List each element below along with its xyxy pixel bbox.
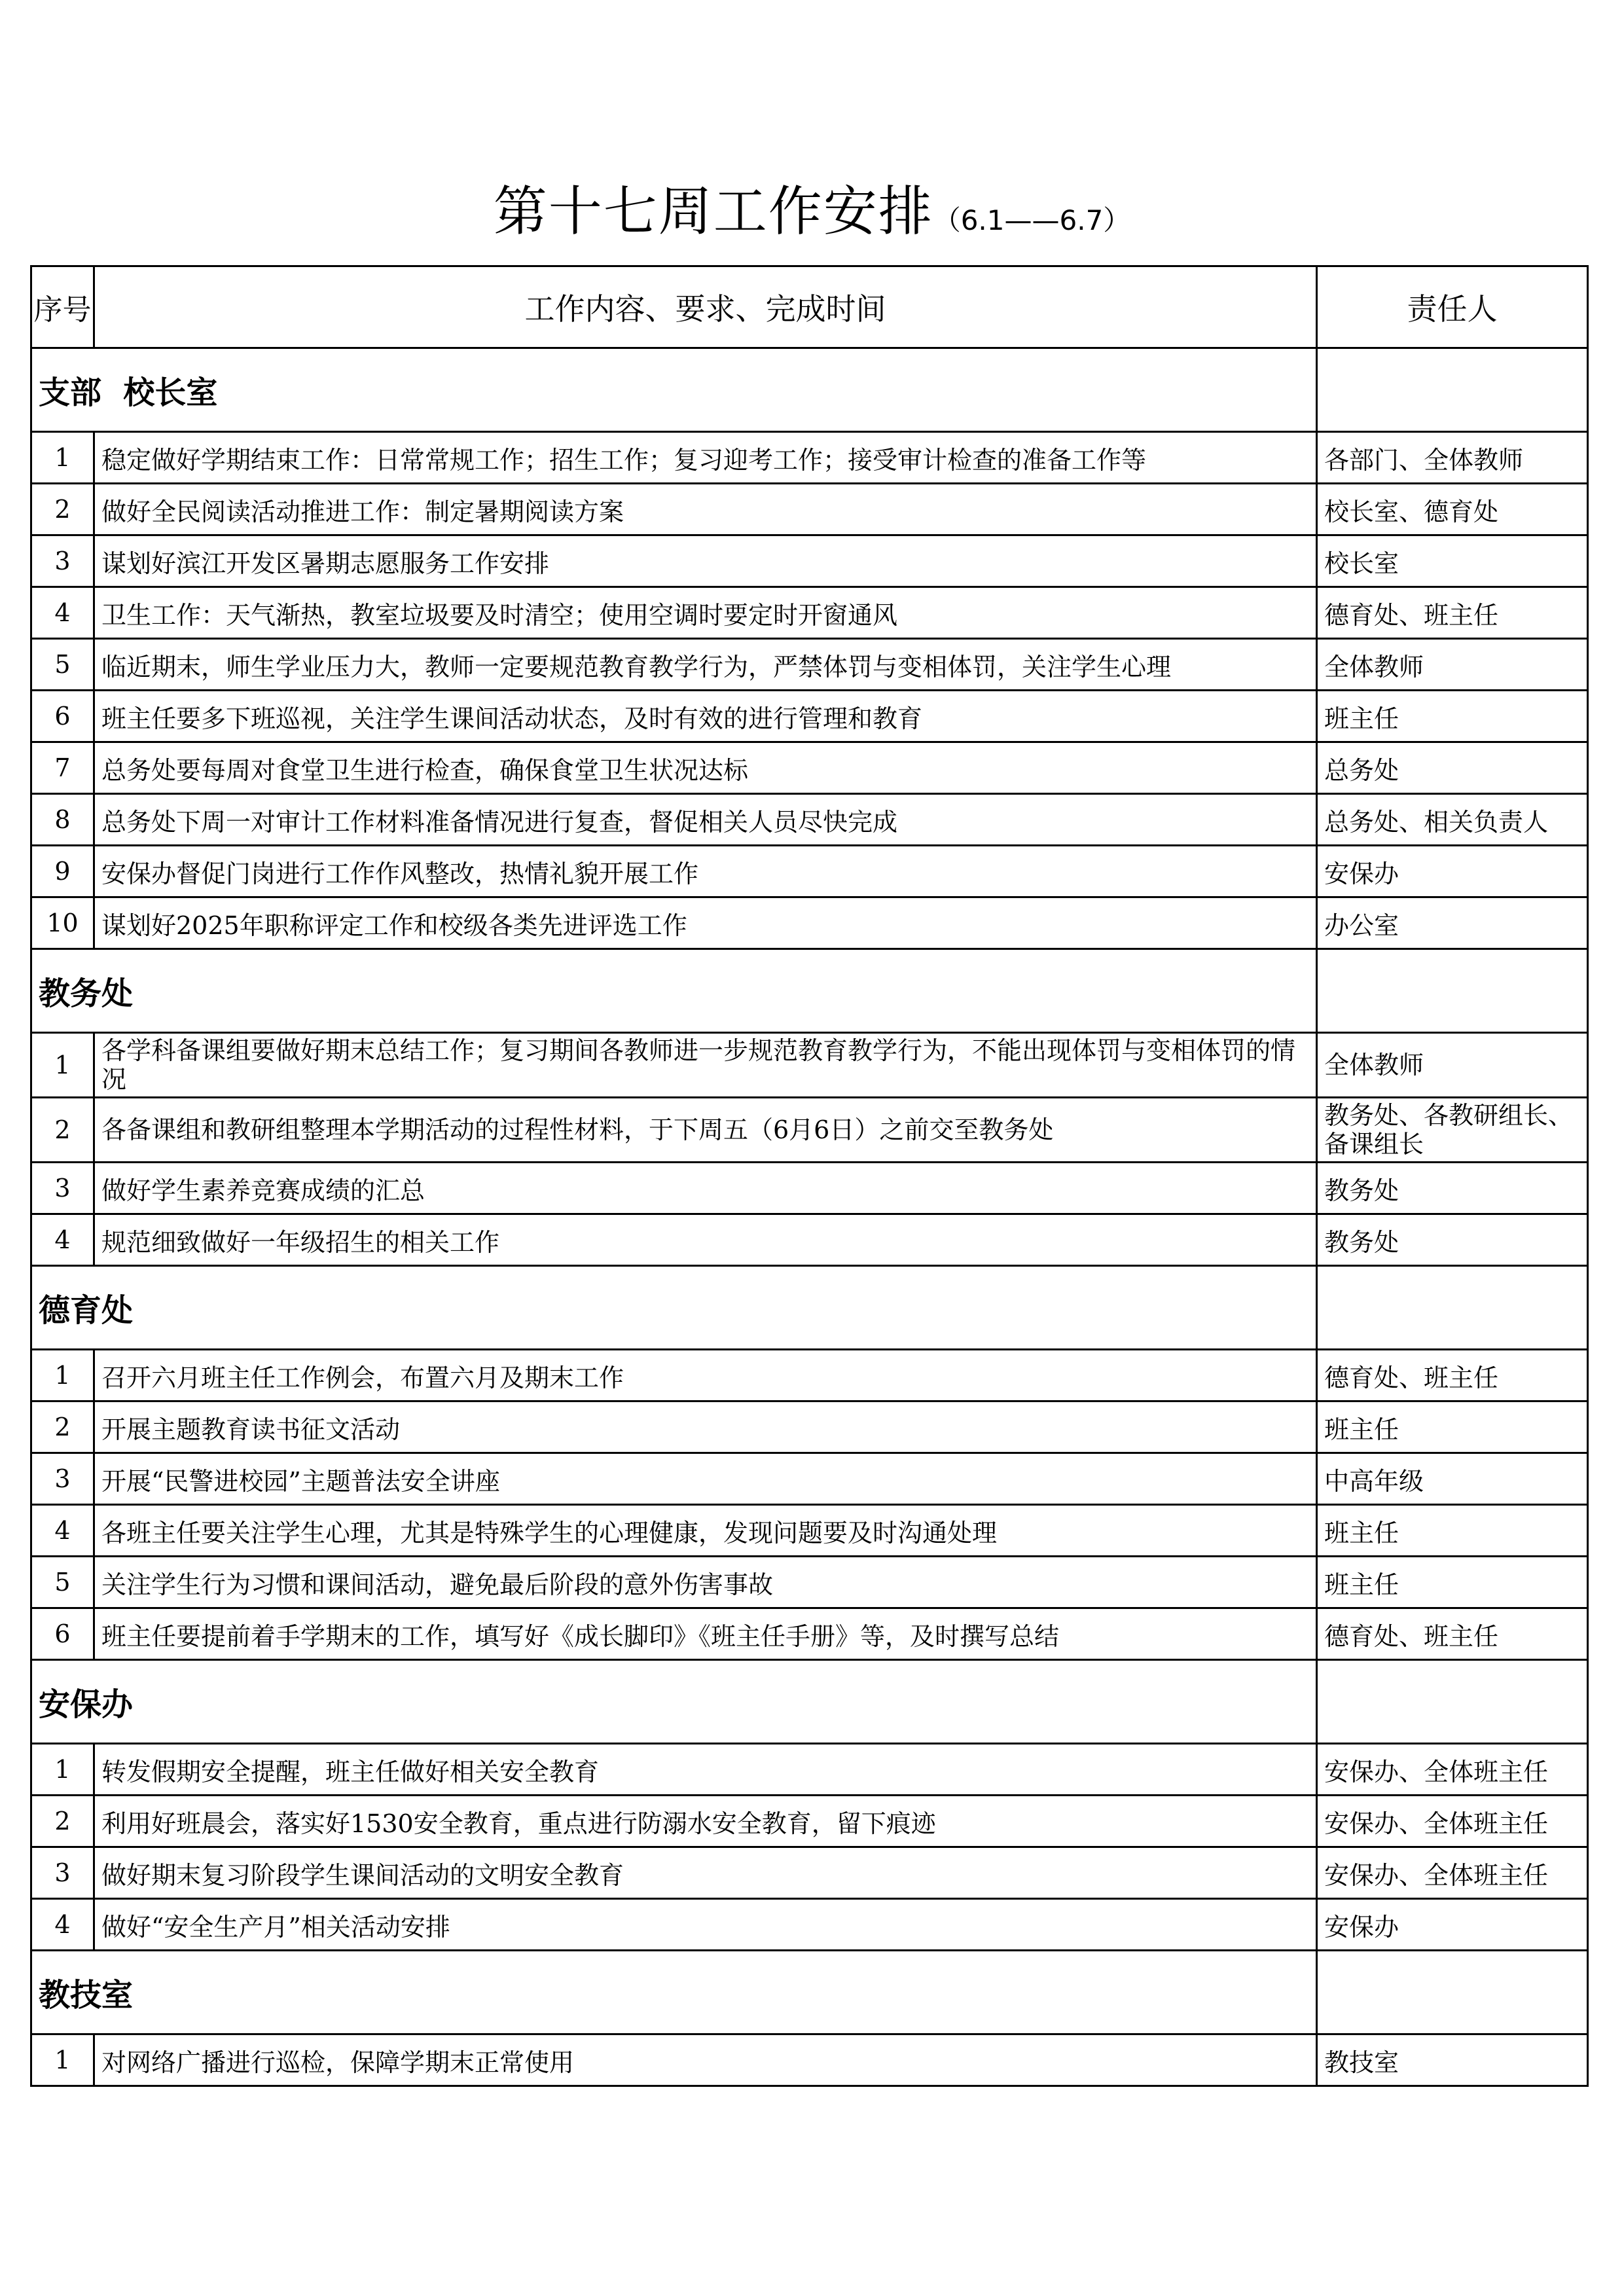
table-row bbox=[31, 1033, 1588, 1098]
row-number: 4 bbox=[31, 1899, 94, 1951]
row-number: 8 bbox=[31, 794, 94, 846]
table-header-row bbox=[31, 266, 1588, 348]
owner-cell: 中高年级 bbox=[1317, 1453, 1588, 1505]
row-number: 4 bbox=[31, 1214, 94, 1266]
row-number: 3 bbox=[31, 535, 94, 587]
section-owner-cell bbox=[1317, 1951, 1588, 2034]
row-number: 6 bbox=[31, 691, 94, 742]
owner-cell: 总务处 bbox=[1317, 742, 1588, 794]
row-number: 3 bbox=[31, 1163, 94, 1214]
table-row bbox=[31, 2034, 1588, 2086]
table-row bbox=[31, 1401, 1588, 1453]
task-cell: 谋划好滨江开发区暑期志愿服务工作安排 bbox=[94, 535, 1317, 587]
row-number: 2 bbox=[31, 1796, 94, 1847]
table-row bbox=[31, 794, 1588, 846]
section-owner-cell bbox=[1317, 949, 1588, 1033]
row-number: 1 bbox=[31, 1350, 94, 1401]
task-cell: 临近期末，师生学业压力大，教师一定要规范教育教学行为，严禁体罚与变相体罚，关注学生心理 bbox=[94, 639, 1317, 691]
task-cell: 做好“安全生产月”相关活动安排 bbox=[94, 1899, 1317, 1951]
table-row bbox=[31, 639, 1588, 691]
owner-cell: 德育处、班主任 bbox=[1317, 587, 1588, 639]
row-number: 4 bbox=[31, 587, 94, 639]
owner-cell: 教技室 bbox=[1317, 2034, 1588, 2086]
section-title: 教务处 bbox=[31, 949, 1317, 1033]
row-number: 10 bbox=[31, 897, 94, 949]
table-row bbox=[31, 1847, 1588, 1899]
section-row bbox=[31, 949, 1588, 1033]
table-row bbox=[31, 1453, 1588, 1505]
owner-cell: 班主任 bbox=[1317, 691, 1588, 742]
table-row bbox=[31, 535, 1588, 587]
owner-cell: 校长室、德育处 bbox=[1317, 484, 1588, 535]
row-number: 9 bbox=[31, 846, 94, 897]
section-title: 教技室 bbox=[31, 1951, 1317, 2034]
task-cell: 各班主任要关注学生心理，尤其是特殊学生的心理健康，发现问题要及时沟通处理 bbox=[94, 1505, 1317, 1557]
task-cell: 开展主题教育读书征文活动 bbox=[94, 1401, 1317, 1453]
table-row bbox=[31, 1163, 1588, 1214]
task-cell: 稳定做好学期结束工作：日常常规工作；招生工作；复习迎考工作；接受审计检查的准备工作等 bbox=[94, 432, 1317, 484]
row-number: 5 bbox=[31, 639, 94, 691]
document-title bbox=[0, 169, 1624, 245]
section-owner-cell bbox=[1317, 1660, 1588, 1744]
title-main: 第十七周工作安排 bbox=[493, 181, 933, 243]
section-owner-cell bbox=[1317, 348, 1588, 432]
header-task: 工作内容、要求、完成时间 bbox=[94, 266, 1317, 348]
task-cell: 做好期末复习阶段学生课间活动的文明安全教育 bbox=[94, 1847, 1317, 1899]
table-row bbox=[31, 1608, 1588, 1660]
owner-cell: 办公室 bbox=[1317, 897, 1588, 949]
table-row bbox=[31, 1505, 1588, 1557]
table-row bbox=[31, 432, 1588, 484]
row-number: 5 bbox=[31, 1557, 94, 1608]
table-row bbox=[31, 1350, 1588, 1401]
section-row bbox=[31, 1951, 1588, 2034]
table-row bbox=[31, 484, 1588, 535]
row-number: 2 bbox=[31, 1098, 94, 1163]
task-cell: 利用好班晨会，落实好1530安全教育，重点进行防溺水安全教育，留下痕迹 bbox=[94, 1796, 1317, 1847]
owner-cell: 德育处、班主任 bbox=[1317, 1350, 1588, 1401]
owner-cell: 校长室 bbox=[1317, 535, 1588, 587]
table-row bbox=[31, 846, 1588, 897]
owner-cell: 班主任 bbox=[1317, 1557, 1588, 1608]
task-cell: 安保办督促门岗进行工作作风整改，热情礼貌开展工作 bbox=[94, 846, 1317, 897]
owner-cell: 全体教师 bbox=[1317, 1033, 1588, 1098]
row-number: 7 bbox=[31, 742, 94, 794]
task-cell: 总务处要每周对食堂卫生进行检查，确保食堂卫生状况达标 bbox=[94, 742, 1317, 794]
owner-cell: 安保办 bbox=[1317, 846, 1588, 897]
task-cell: 规范细致做好一年级招生的相关工作 bbox=[94, 1214, 1317, 1266]
row-number: 3 bbox=[31, 1453, 94, 1505]
section-row bbox=[31, 1266, 1588, 1350]
task-cell: 谋划好2025年职称评定工作和校级各类先进评选工作 bbox=[94, 897, 1317, 949]
section-title: 安保办 bbox=[31, 1660, 1317, 1744]
task-cell: 做好全民阅读活动推进工作：制定暑期阅读方案 bbox=[94, 484, 1317, 535]
section-title: 支部 校长室 bbox=[31, 348, 1317, 432]
row-number: 4 bbox=[31, 1505, 94, 1557]
task-cell: 班主任要提前着手学期末的工作，填写好《成长脚印》《班主任手册》等，及时撰写总结 bbox=[94, 1608, 1317, 1660]
task-cell: 各备课组和教研组整理本学期活动的过程性材料，于下周五（6月6日）之前交至教务处 bbox=[94, 1098, 1317, 1163]
table-row bbox=[31, 1098, 1588, 1163]
row-number: 1 bbox=[31, 1033, 94, 1098]
task-cell: 转发假期安全提醒，班主任做好相关安全教育 bbox=[94, 1744, 1317, 1796]
owner-cell: 安保办、全体班主任 bbox=[1317, 1847, 1588, 1899]
owner-cell: 总务处、相关负责人 bbox=[1317, 794, 1588, 846]
owner-cell: 班主任 bbox=[1317, 1505, 1588, 1557]
title-date-range: （6.1——6.7） bbox=[933, 204, 1131, 236]
table-row bbox=[31, 897, 1588, 949]
task-cell: 做好学生素养竞赛成绩的汇总 bbox=[94, 1163, 1317, 1214]
owner-cell: 安保办、全体班主任 bbox=[1317, 1744, 1588, 1796]
task-cell: 各学科备课组要做好期末总结工作；复习期间各教师进一步规范教育教学行为，不能出现体罚与变相体罚的情况 bbox=[94, 1033, 1317, 1098]
task-cell: 班主任要多下班巡视，关注学生课间活动状态，及时有效的进行管理和教育 bbox=[94, 691, 1317, 742]
row-number: 1 bbox=[31, 1744, 94, 1796]
row-number: 6 bbox=[31, 1608, 94, 1660]
task-cell: 总务处下周一对审计工作材料准备情况进行复查，督促相关人员尽快完成 bbox=[94, 794, 1317, 846]
owner-cell: 教务处 bbox=[1317, 1163, 1588, 1214]
header-owner: 责任人 bbox=[1317, 266, 1588, 348]
owner-cell: 班主任 bbox=[1317, 1401, 1588, 1453]
owner-cell: 教务处 bbox=[1317, 1214, 1588, 1266]
owner-cell: 安保办 bbox=[1317, 1899, 1588, 1951]
task-cell: 开展“民警进校园”主题普法安全讲座 bbox=[94, 1453, 1317, 1505]
section-row bbox=[31, 1660, 1588, 1744]
task-cell: 卫生工作：天气渐热，教室垃圾要及时清空；使用空调时要定时开窗通风 bbox=[94, 587, 1317, 639]
section-row bbox=[31, 348, 1588, 432]
table-row bbox=[31, 1214, 1588, 1266]
task-cell: 对网络广播进行巡检，保障学期末正常使用 bbox=[94, 2034, 1317, 2086]
task-cell: 召开六月班主任工作例会，布置六月及期末工作 bbox=[94, 1350, 1317, 1401]
row-number: 1 bbox=[31, 432, 94, 484]
row-number: 3 bbox=[31, 1847, 94, 1899]
table-row bbox=[31, 742, 1588, 794]
owner-cell: 各部门、全体教师 bbox=[1317, 432, 1588, 484]
header-no: 序号 bbox=[31, 266, 94, 348]
owner-cell: 德育处、班主任 bbox=[1317, 1608, 1588, 1660]
row-number: 1 bbox=[31, 2034, 94, 2086]
schedule-table-body bbox=[31, 266, 1588, 2086]
owner-cell: 全体教师 bbox=[1317, 639, 1588, 691]
table-row bbox=[31, 587, 1588, 639]
table-row bbox=[31, 1899, 1588, 1951]
owner-cell: 教务处、各教研组长、备课组长 bbox=[1317, 1098, 1588, 1163]
table-row bbox=[31, 1557, 1588, 1608]
row-number: 2 bbox=[31, 1401, 94, 1453]
owner-cell: 安保办、全体班主任 bbox=[1317, 1796, 1588, 1847]
table-row bbox=[31, 691, 1588, 742]
row-number: 2 bbox=[31, 484, 94, 535]
section-owner-cell bbox=[1317, 1266, 1588, 1350]
table-row bbox=[31, 1796, 1588, 1847]
schedule-table bbox=[30, 265, 1589, 2087]
table-row bbox=[31, 1744, 1588, 1796]
task-cell: 关注学生行为习惯和课间活动，避免最后阶段的意外伤害事故 bbox=[94, 1557, 1317, 1608]
section-title: 德育处 bbox=[31, 1266, 1317, 1350]
